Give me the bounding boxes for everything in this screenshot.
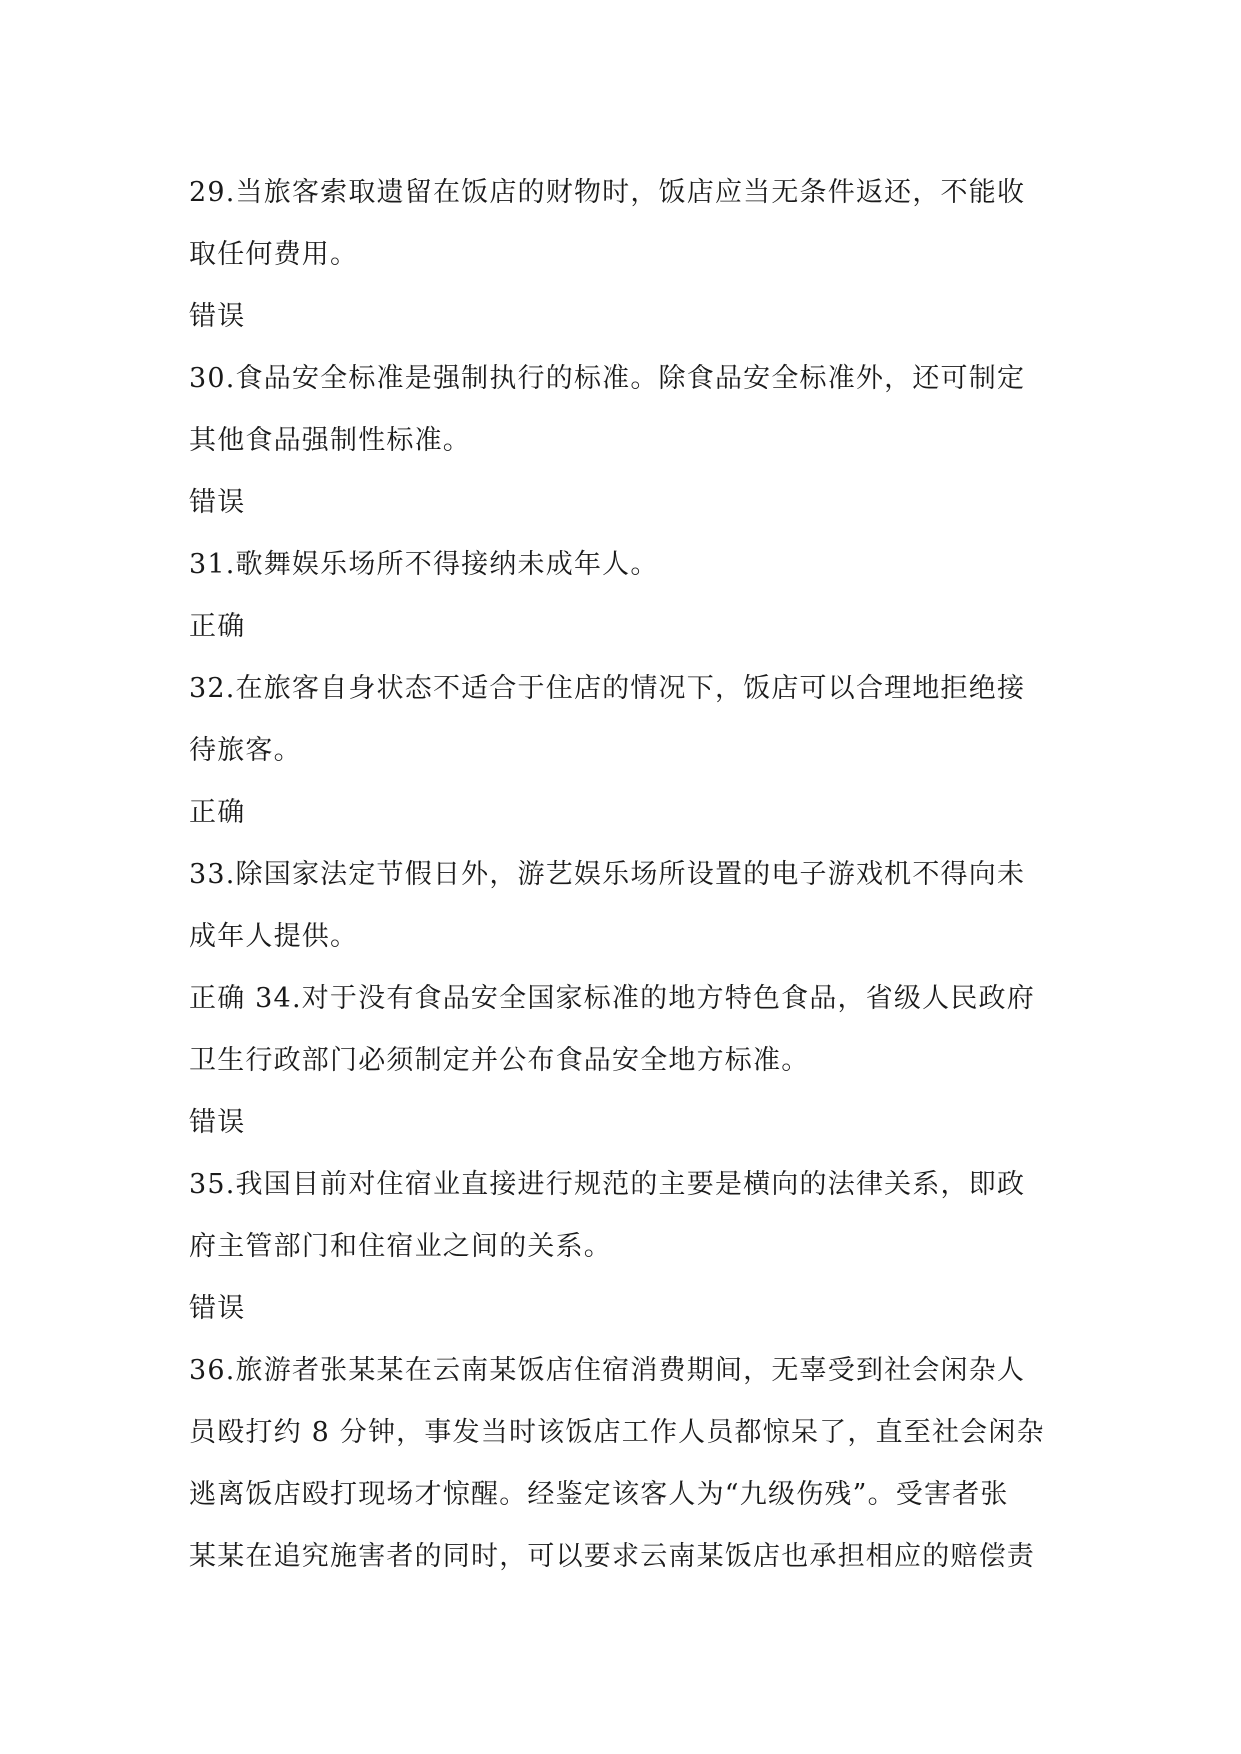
text-line: 逃离饭店殴打现场才惊醒。经鉴定该客人为“九级伤残”。受害者张 — [189, 1479, 1009, 1510]
answer-line: 正确 — [189, 797, 246, 828]
text-line: 29.当旅客索取遗留在饭店的财物时，饭店应当无条件返还，不能收 — [189, 177, 1026, 208]
document-body — [189, 162, 1059, 1588]
text-line: 府主管部门和住宿业之间的关系。 — [189, 1231, 612, 1262]
text-line: 成年人提供。 — [189, 921, 359, 952]
text-line: 35.我国目前对住宿业直接进行规范的主要是横向的法律关系，即政 — [189, 1169, 1026, 1200]
text-line: 36.旅游者张某某在云南某饭店住宿消费期间，无辜受到社会闲杂人 — [189, 1355, 1026, 1386]
text-line: 正确 34.对于没有食品安全国家标准的地方特色食品，省级人民政府 — [189, 983, 1035, 1014]
text-line: 其他食品强制性标准。 — [189, 425, 471, 456]
text-line: 取任何费用。 — [189, 239, 359, 270]
text-line: 32.在旅客自身状态不适合于住店的情况下，饭店可以合理地拒绝接 — [189, 673, 1026, 704]
text-line: 待旅客。 — [189, 735, 302, 766]
text-line: 33.除国家法定节假日外，游艺娱乐场所设置的电子游戏机不得向未 — [189, 859, 1026, 890]
text-line: 31.歌舞娱乐场所不得接纳未成年人。 — [189, 549, 659, 580]
answer-line: 错误 — [189, 487, 246, 518]
text-line: 某某在追究施害者的同时，可以要求云南某饭店也承担相应的赔偿责 — [189, 1541, 1035, 1572]
text-line: 30.食品安全标准是强制执行的标准。除食品安全标准外，还可制定 — [189, 363, 1026, 394]
answer-line: 错误 — [189, 301, 246, 332]
text-line: 卫生行政部门必须制定并公布食品安全地方标准。 — [189, 1045, 810, 1076]
text-line: 员殴打约 8 分钟，事发当时该饭店工作人员都惊呆了，直至社会闲杂 — [189, 1417, 1045, 1448]
answer-line: 错误 — [189, 1107, 246, 1138]
answer-line: 正确 — [189, 611, 246, 642]
answer-line: 错误 — [189, 1293, 246, 1324]
